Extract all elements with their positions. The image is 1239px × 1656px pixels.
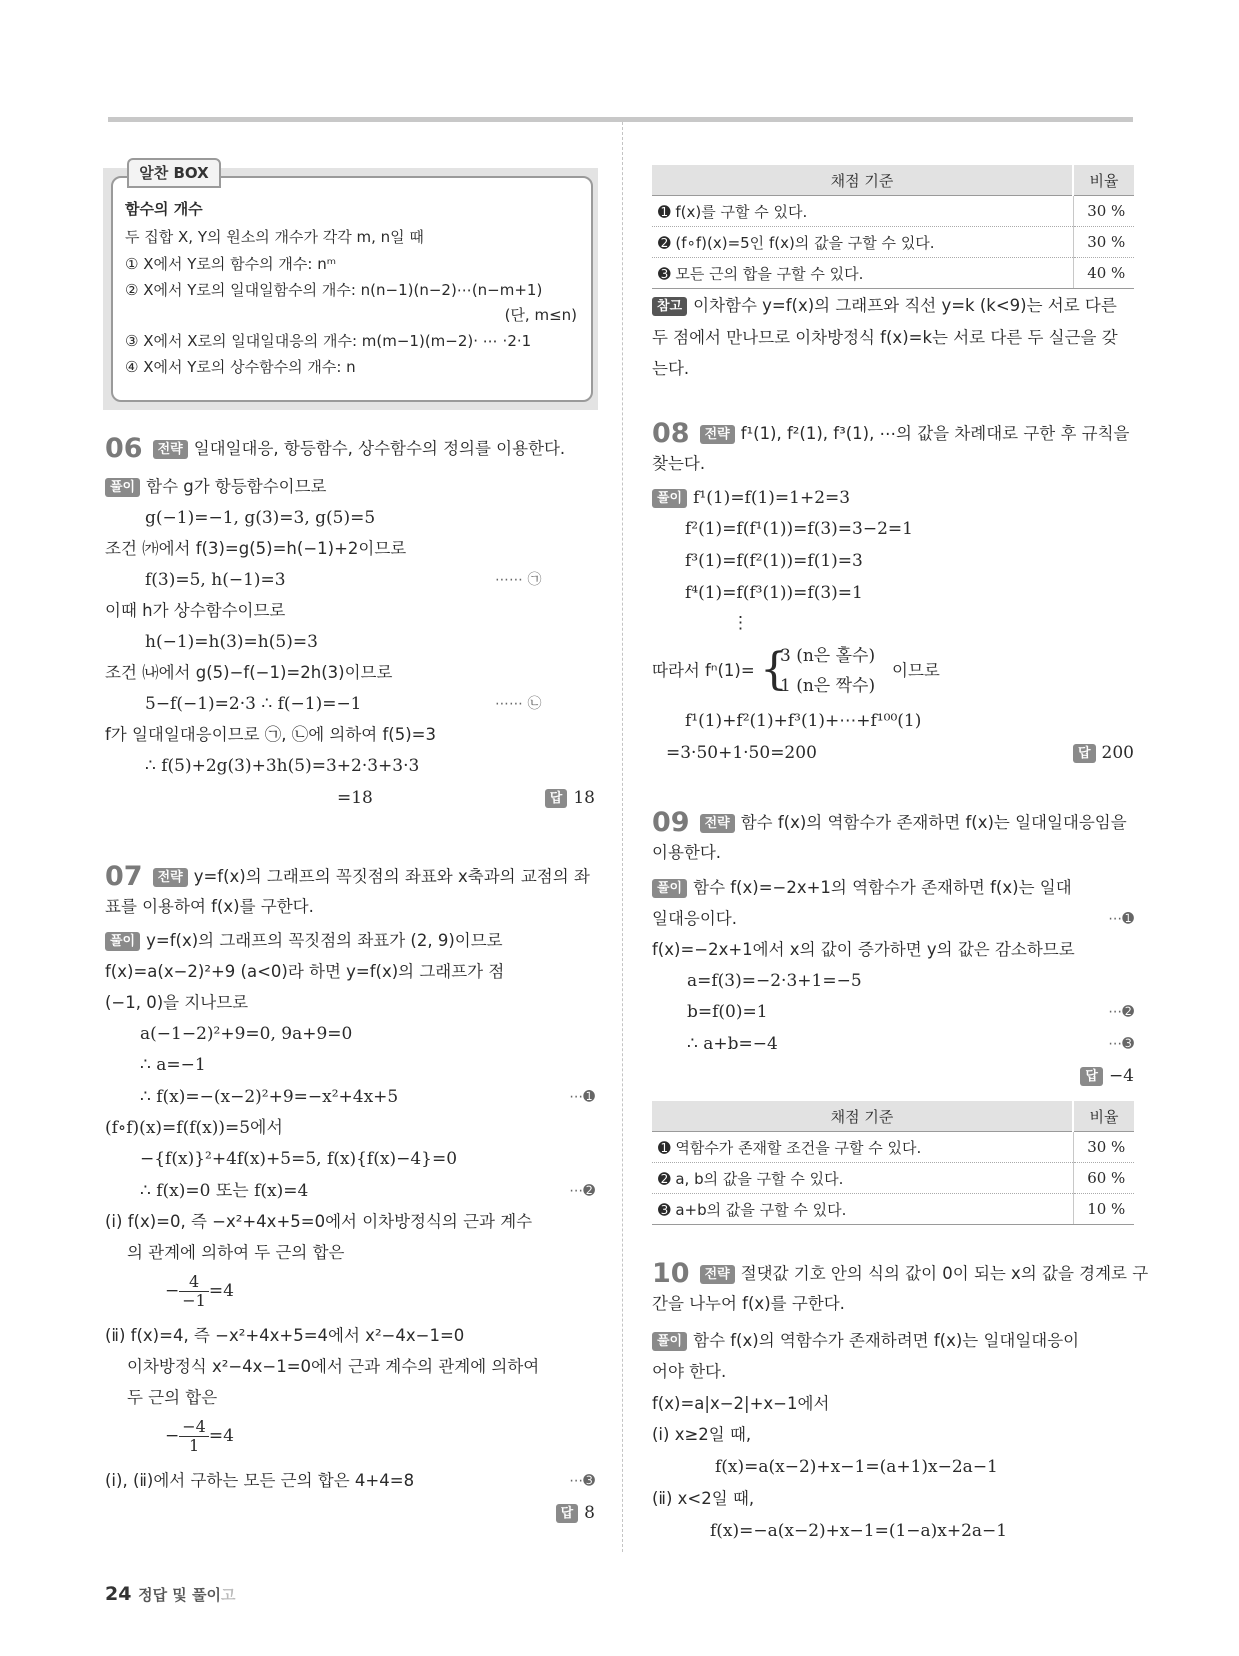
q06-mark: ⋯⋯ ㉡ xyxy=(495,696,542,712)
q09-text: 함수 f(x)=−2x+1의 역함수가 존재하면 f(x)는 일대 xyxy=(693,878,1072,897)
q07-header xyxy=(105,861,590,892)
table-cell: 40 % xyxy=(1073,258,1134,289)
table-header: 채점 기준 xyxy=(652,1101,1073,1132)
q10-line xyxy=(652,1330,1079,1352)
brace-icon: { xyxy=(760,644,788,695)
tip-box-item: ② X에서 Y로의 일대일함수의 개수: n(n−1)(n−2)⋯(n−m+1) xyxy=(125,281,543,299)
q07-line: (ⅱ) f(x)=4, 즉 −x²+4x+5=4에서 x²−4x−1=0 xyxy=(105,1326,465,1345)
table-cell: 60 % xyxy=(1073,1163,1134,1194)
frac-suffix: =4 xyxy=(208,1426,234,1446)
q08-line xyxy=(652,487,850,509)
q09-strategy-cont: 이용한다. xyxy=(652,843,722,862)
table-header-row xyxy=(652,1101,1134,1132)
q10-line: (ⅰ) x≥2일 때, xyxy=(652,1425,752,1444)
q07-answer-value: 8 xyxy=(584,1503,595,1523)
q06-line: f(3)=5, h(−1)=3 xyxy=(145,570,286,590)
scoring-table-2 xyxy=(652,1101,1134,1225)
q06-line: ∴ f(5)+2g(3)+3h(5)=3+2·3+3·3 xyxy=(145,756,420,776)
answer-tag: 답 xyxy=(545,789,568,808)
q06-strategy: 일대일대응, 항등함수, 상수함수의 정의를 이용한다. xyxy=(193,439,566,458)
q08-strategy: f¹(1), f²(1), f³(1), ⋯의 값을 차례대로 구한 후 규칙을 xyxy=(740,424,1130,443)
q07-line: 의 관계에 의하여 두 근의 합은 xyxy=(127,1243,345,1262)
q08-line: f²(1)=f(f¹(1))=f(3)=3−2=1 xyxy=(685,519,913,539)
q07-line: a(−1−2)²+9=0, 9a+9=0 xyxy=(140,1024,353,1044)
q08-line: =3·50+1·50=200 xyxy=(666,743,817,763)
q08-line: 따라서 fⁿ(1)= xyxy=(652,661,755,680)
footer-ghost-text: 고 xyxy=(220,1586,236,1604)
strategy-tag: 전략 xyxy=(700,1265,735,1284)
q07-strategy: y=f(x)의 그래프의 꼭짓점의 좌표와 x축과의 교점의 좌 xyxy=(193,867,590,886)
frac-prefix: − xyxy=(165,1281,180,1301)
q06-line: h(−1)=h(3)=h(5)=3 xyxy=(145,632,318,652)
q07-line: −{f(x)}²+4f(x)+5=5, f(x){f(x)−4}=0 xyxy=(140,1149,458,1169)
q09-line: f(x)=−2x+1에서 x의 값이 증가하면 y의 값은 감소하므로 xyxy=(652,940,1075,959)
q08-line: f¹(1)+f²(1)+f³(1)+⋯+f¹⁰⁰(1) xyxy=(685,711,922,731)
q08-line: f³(1)=f(f²(1))=f(1)=3 xyxy=(685,551,863,571)
q09-step-3: ⋯➌ xyxy=(1108,1036,1134,1052)
q07-line: 이차방정식 x²−4x−1=0에서 근과 계수의 관계에 의하여 xyxy=(127,1357,540,1376)
q07-line xyxy=(105,930,503,952)
q09-strategy: 함수 f(x)의 역함수가 존재하면 f(x)는 일대일대응임을 xyxy=(740,813,1127,832)
answer-tag: 답 xyxy=(1073,744,1096,763)
q08-strategy-cont: 찾는다. xyxy=(652,454,706,473)
note-tag: 참고 xyxy=(652,297,687,316)
q10-strategy-cont: 간을 나누어 f(x)를 구한다. xyxy=(652,1294,845,1313)
note-line: 두 점에서 만나므로 이차방정식 f(x)=k는 서로 다른 두 실근을 갖 xyxy=(652,328,1118,347)
table-header: 비율 xyxy=(1073,165,1134,196)
q08-case: 3 (n은 홀수) xyxy=(780,646,876,666)
answer-tag: 답 xyxy=(556,1504,579,1523)
page-footer xyxy=(105,1583,235,1605)
q07-line: ∴ f(x)=0 또는 f(x)=4 xyxy=(140,1181,309,1201)
q07-line: f(x)=a(x−2)²+9 (a<0)라 하면 y=f(x)의 그래프가 점 xyxy=(105,962,505,981)
q07-line: 두 근의 합은 xyxy=(127,1388,218,1407)
q09-answer xyxy=(1080,1065,1134,1087)
q06-line: 조건 ㈏에서 g(5)−f(−1)=2h(3)이므로 xyxy=(105,663,393,682)
q07-line: ∴ f(x)=−(x−2)²+9=−x²+4x+5 xyxy=(140,1087,399,1107)
q06-text: 함수 g가 항등함수이므로 xyxy=(146,477,327,496)
footer-label: 정답 및 풀이 xyxy=(138,1586,221,1604)
q10-line: (ⅱ) x<2일 때, xyxy=(652,1489,755,1508)
left-column xyxy=(105,0,595,1656)
table-cell: ➌ a+b의 값을 구할 수 있다. xyxy=(652,1194,1073,1225)
frac-denominator: −1 xyxy=(182,1291,206,1310)
q09-line: ∴ a+b=−4 xyxy=(687,1034,778,1054)
q06-line xyxy=(105,476,326,498)
q10-text: 함수 f(x)의 역함수가 존재하려면 f(x)는 일대일대응이 xyxy=(693,1331,1080,1350)
answer-tag: 답 xyxy=(1080,1067,1103,1086)
q06-number: 06 xyxy=(105,433,143,464)
q07-text: y=f(x)의 그래프의 꼭짓점의 좌표가 (2, 9)이므로 xyxy=(146,931,503,950)
table-cell: 30 % xyxy=(1073,227,1134,258)
q09-step-1: ⋯➊ xyxy=(1108,911,1134,927)
q10-line: f(x)=a(x−2)+x−1=(a+1)x−2a−1 xyxy=(715,1457,998,1477)
q10-number: 10 xyxy=(652,1258,690,1289)
q06-mark: ⋯⋯ ㉠ xyxy=(495,572,542,588)
q06-line: 이때 h가 상수함수이므로 xyxy=(105,601,286,620)
q07-answer xyxy=(556,1502,595,1524)
table-row xyxy=(652,1163,1134,1194)
q07-step-1: ⋯➊ xyxy=(569,1089,595,1105)
q08-answer xyxy=(1073,742,1134,764)
q08-header xyxy=(652,418,1130,449)
q06-line: =18 xyxy=(337,788,373,808)
strategy-tag: 전략 xyxy=(700,425,735,444)
note-line xyxy=(652,295,1117,317)
table-cell: ➋ (f∘f)(x)=5인 f(x)의 값을 구할 수 있다. xyxy=(652,227,1073,258)
q08-line: f⁴(1)=f(f³(1))=f(3)=1 xyxy=(685,583,863,603)
table-cell: 30 % xyxy=(1073,196,1134,227)
q09-line xyxy=(652,877,1072,899)
tip-box-item: ③ X에서 X로의 일대일대응의 개수: m(m−1)(m−2)· ⋯ ·2·1 xyxy=(125,332,532,350)
solution-tag: 풀이 xyxy=(652,879,687,898)
q07-line: (ⅰ) f(x)=0, 즉 −x²+4x+5=0에서 이차방정식의 근과 계수 xyxy=(105,1212,533,1231)
table-cell: ➌ 모든 근의 합을 구할 수 있다. xyxy=(652,258,1073,289)
q08-answer-value: 200 xyxy=(1101,743,1134,763)
q07-line: ∴ a=−1 xyxy=(140,1055,206,1075)
note-text: 이차함수 y=f(x)의 그래프와 직선 y=k (k<9)는 서로 다른 xyxy=(693,296,1117,315)
strategy-tag: 전략 xyxy=(153,868,188,887)
solution-tag: 풀이 xyxy=(105,478,140,497)
q09-header xyxy=(652,807,1127,838)
table-header: 비율 xyxy=(1073,1101,1134,1132)
q07-line: (f∘f)(x)=f(f(x))=5에서 xyxy=(105,1118,283,1138)
fraction xyxy=(179,1418,209,1455)
q08-number: 08 xyxy=(652,418,690,449)
frac-prefix: − xyxy=(165,1426,180,1446)
q07-line: (ⅰ), (ⅱ)에서 구하는 모든 근의 합은 4+4=8 xyxy=(105,1471,415,1490)
q07-fraction-2 xyxy=(165,1418,234,1455)
q08-case: 1 (n은 짝수) xyxy=(780,676,876,696)
solution-tag: 풀이 xyxy=(652,1332,687,1351)
tip-box-item: ① X에서 Y로의 함수의 개수: nᵐ xyxy=(125,255,337,273)
solution-tag: 풀이 xyxy=(105,932,140,951)
q10-line: f(x)=a|x−2|+x−1에서 xyxy=(652,1394,830,1413)
q06-answer xyxy=(545,787,595,809)
q08-text: f¹(1)=f(1)=1+2=3 xyxy=(693,488,851,508)
q07-line: (−1, 0)을 지나므로 xyxy=(105,993,249,1012)
page-number: 24 xyxy=(105,1583,132,1605)
q06-answer-value: 18 xyxy=(573,788,595,808)
q10-line: 어야 한다. xyxy=(652,1362,727,1381)
tip-box-intro: 두 집합 X, Y의 원소의 개수가 각각 m, n일 때 xyxy=(125,228,424,246)
q09-line: a=f(3)=−2·3+1=−5 xyxy=(687,971,862,991)
solution-tag: 풀이 xyxy=(652,489,687,508)
table-cell: 10 % xyxy=(1073,1194,1134,1225)
q08-line: 이므로 xyxy=(892,661,940,680)
tip-box-title: 함수의 개수 xyxy=(125,200,203,218)
q06-line: 5−f(−1)=2·3 ∴ f(−1)=−1 xyxy=(145,694,362,714)
tip-box-tab: 알찬 BOX xyxy=(127,158,221,188)
q06-header xyxy=(105,433,566,464)
q06-line: f가 일대일대응이므로 ㉠, ㉡에 의하여 f(5)=3 xyxy=(105,725,436,744)
table-cell: 30 % xyxy=(1073,1132,1134,1163)
q09-line: 일대응이다. xyxy=(652,909,737,928)
q07-step-3: ⋯➌ xyxy=(569,1473,595,1489)
tip-box-item: ④ X에서 Y로의 상수함수의 개수: n xyxy=(125,358,356,376)
fraction xyxy=(179,1273,209,1310)
table-cell: ➊ f(x)를 구할 수 있다. xyxy=(652,196,1073,227)
frac-suffix: =4 xyxy=(208,1281,234,1301)
q07-fraction-1 xyxy=(165,1273,234,1310)
column-divider xyxy=(622,122,623,1552)
q09-number: 09 xyxy=(652,807,690,838)
q10-strategy: 절댓값 기호 안의 식의 값이 0이 되는 x의 값을 경계로 구 xyxy=(740,1264,1149,1283)
q06-line: 조건 ㈎에서 f(3)=g(5)=h(−1)+2이므로 xyxy=(105,539,407,558)
frac-denominator: 1 xyxy=(188,1436,200,1455)
q09-line: b=f(0)=1 xyxy=(687,1002,768,1022)
q08-line: ⋮ xyxy=(732,613,749,633)
note-line: 는다. xyxy=(652,359,690,378)
right-column xyxy=(652,0,1149,1656)
table-row xyxy=(652,1132,1134,1163)
q07-step-2: ⋯➋ xyxy=(569,1183,595,1199)
table-cell: ➊ 역함수가 존재할 조건을 구할 수 있다. xyxy=(652,1132,1073,1163)
q07-strategy-cont: 표를 이용하여 f(x)를 구한다. xyxy=(105,897,314,916)
q10-line: f(x)=−a(x−2)+x−1=(1−a)x+2a−1 xyxy=(710,1521,1008,1541)
q07-number: 07 xyxy=(105,861,143,892)
q10-header xyxy=(652,1258,1149,1289)
table-header: 채점 기준 xyxy=(652,165,1073,196)
q09-step-2: ⋯➋ xyxy=(1108,1004,1134,1020)
q09-answer-value: −4 xyxy=(1108,1066,1134,1086)
q06-line: g(−1)=−1, g(3)=3, g(5)=5 xyxy=(145,508,376,528)
frac-numerator: 4 xyxy=(179,1273,209,1292)
table-cell: ➋ a, b의 값을 구할 수 있다. xyxy=(652,1163,1073,1194)
strategy-tag: 전략 xyxy=(700,814,735,833)
frac-numerator: −4 xyxy=(179,1418,209,1437)
tip-box-item-note: (단, m≤n) xyxy=(504,306,577,324)
table-row xyxy=(652,1194,1134,1225)
strategy-tag: 전략 xyxy=(153,440,188,459)
